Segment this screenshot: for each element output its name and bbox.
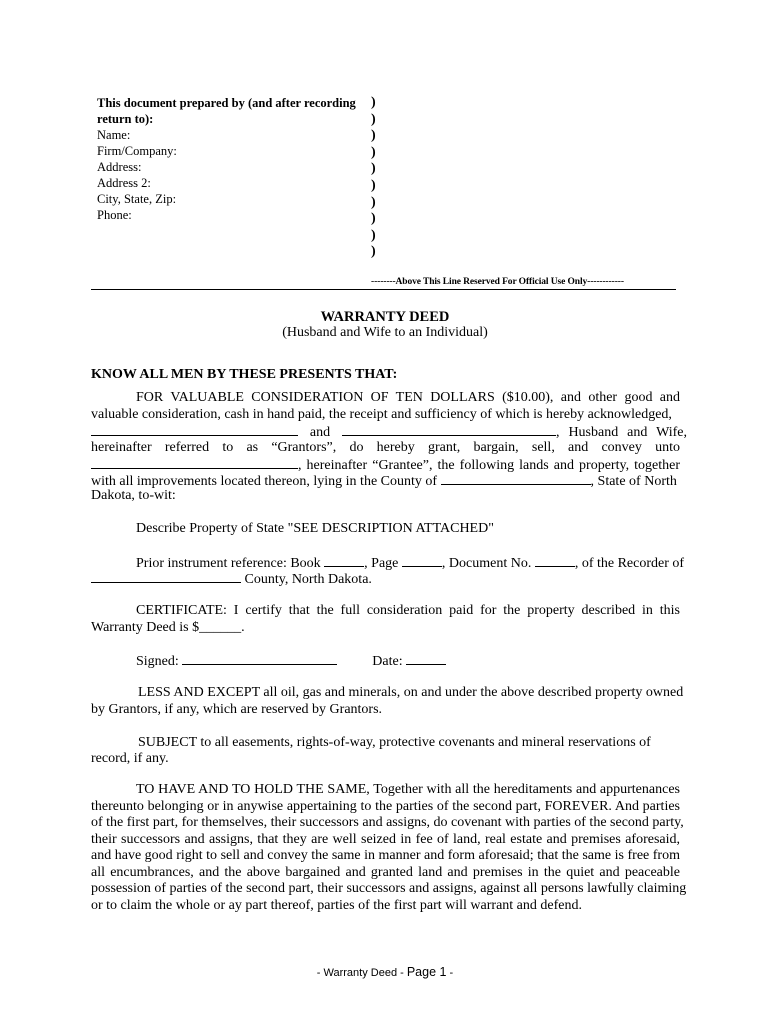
county-blank[interactable] [441,472,591,485]
less-except-line-1: LESS AND EXCEPT all oil, gas and minerals, on and under the above described property owned [138,685,684,700]
grantee-text: , hereinafter “Grantee”, the following lands and property, together [298,458,680,473]
footer-label: - Warranty Deed - [316,967,407,979]
habendum-line-3: of the first part, for themselves, their successors and assigns, do covenant with parties of the second party, [91,815,684,830]
page-footer [0,965,770,979]
less-except-line-2: by Grantors, if any, which are reserved by Grantors. [91,702,383,717]
prior-recorder-label: , of the Recorder of [574,556,685,571]
date-blank[interactable] [406,652,446,665]
county-text: with all improvements located thereon, lying in the County of [91,474,438,489]
name-label: Name: [97,128,131,142]
prior-book-label: Prior instrument reference: Book [136,556,321,571]
page-blank[interactable] [402,554,442,567]
habendum-line-6: all encumbrances, and the above bargained and granted land and premises in the quiet and peaceable [91,865,680,880]
bracket-column: ) ) ) ) ) ) ) ) ) ) [371,95,376,260]
preparer-heading: This document prepared by (and after recording return to): [97,96,356,126]
habendum-line-8: or to claim the whole or ay part thereof, parties of the first part will warrant and defend. [91,898,582,913]
know-all-men-heading: KNOW ALL MEN BY THESE PRESENTS THAT: [91,367,398,382]
signed-date-line [136,652,725,670]
habendum-line-2: thereunto belonging or in anywise appertaining to the parties of the second part, FOREVER. And parties [91,799,680,814]
grantors-names-line [91,423,687,441]
prior-page-label: , Page [364,556,399,571]
grantor1-blank[interactable] [91,423,298,436]
divider [91,289,676,290]
describe-property: Describe Property of State "SEE DESCRIPTION ATTACHED" [136,521,494,536]
consideration-line-2: valuable consideration, cash in hand paid, the receipt and sufficiency of which is hereby acknowledged, [91,407,672,422]
document-no-blank[interactable] [535,554,575,567]
date-label: Date: [372,654,403,669]
grantor2-blank[interactable] [342,423,556,436]
certificate-line-2: Warranty Deed is $______. [91,620,245,635]
county-north-dakota: County, North Dakota. [244,572,372,587]
grantee-blank[interactable] [91,456,298,469]
footer-dash: - [446,967,454,979]
signed-label: Signed: [136,654,179,669]
document-subtitle: (Husband and Wife to an Individual) [282,325,488,340]
habendum-line-5: and have good right to sell and convey the same in manner and form aforesaid; that the same is free from [91,848,680,863]
recorder-county-line [91,570,680,588]
page-number: Page 1 [406,965,447,979]
certificate-line-1: CERTIFICATE: I certify that the full consideration paid for the property described in this [136,603,680,618]
habendum-line-4: their successors and assigns, that they are well seized in fee of land, real estate and premises aforesaid, [91,832,680,847]
recorder-county-blank[interactable] [91,570,241,583]
phone-label: Phone: [97,208,132,222]
address2-label: Address 2: [97,176,151,190]
firm-label: Firm/Company: [97,144,177,158]
address-label: Address: [97,160,142,174]
document-title: WARRANTY DEED [320,309,450,325]
preparer-block [97,95,377,223]
consideration-line-1: FOR VALUABLE CONSIDERATION OF TEN DOLLARS ($10.00), and other good and [136,390,680,405]
consideration-line-4: hereinafter referred to as “Grantors”, do hereby grant, bargain, sell, and convey unto [91,440,680,455]
city-state-zip-label: City, State, Zip: [97,192,177,206]
to-wit-line: Dakota, to-wit: [91,488,176,503]
and-word: and [309,425,331,440]
official-use-line: --------Above This Line Reserved For Official Use Only------------ [371,277,624,287]
signed-blank[interactable] [182,652,337,665]
habendum-line-1: TO HAVE AND TO HOLD THE SAME, Together with all the hereditaments and appurtenances [136,782,680,797]
prior-doc-label: , Document No. [441,556,532,571]
subject-line-1: SUBJECT to all easements, rights-of-way, protective covenants and mineral reservations of [138,735,651,750]
husband-wife-text: , Husband and Wife, [556,425,687,440]
state-text: , State of North [590,474,677,489]
habendum-line-7: possession of parties of the second part, their successors and assigns, against all persons lawfully claiming [91,881,687,896]
subject-line-2: record, if any. [91,751,169,766]
book-blank[interactable] [324,554,364,567]
